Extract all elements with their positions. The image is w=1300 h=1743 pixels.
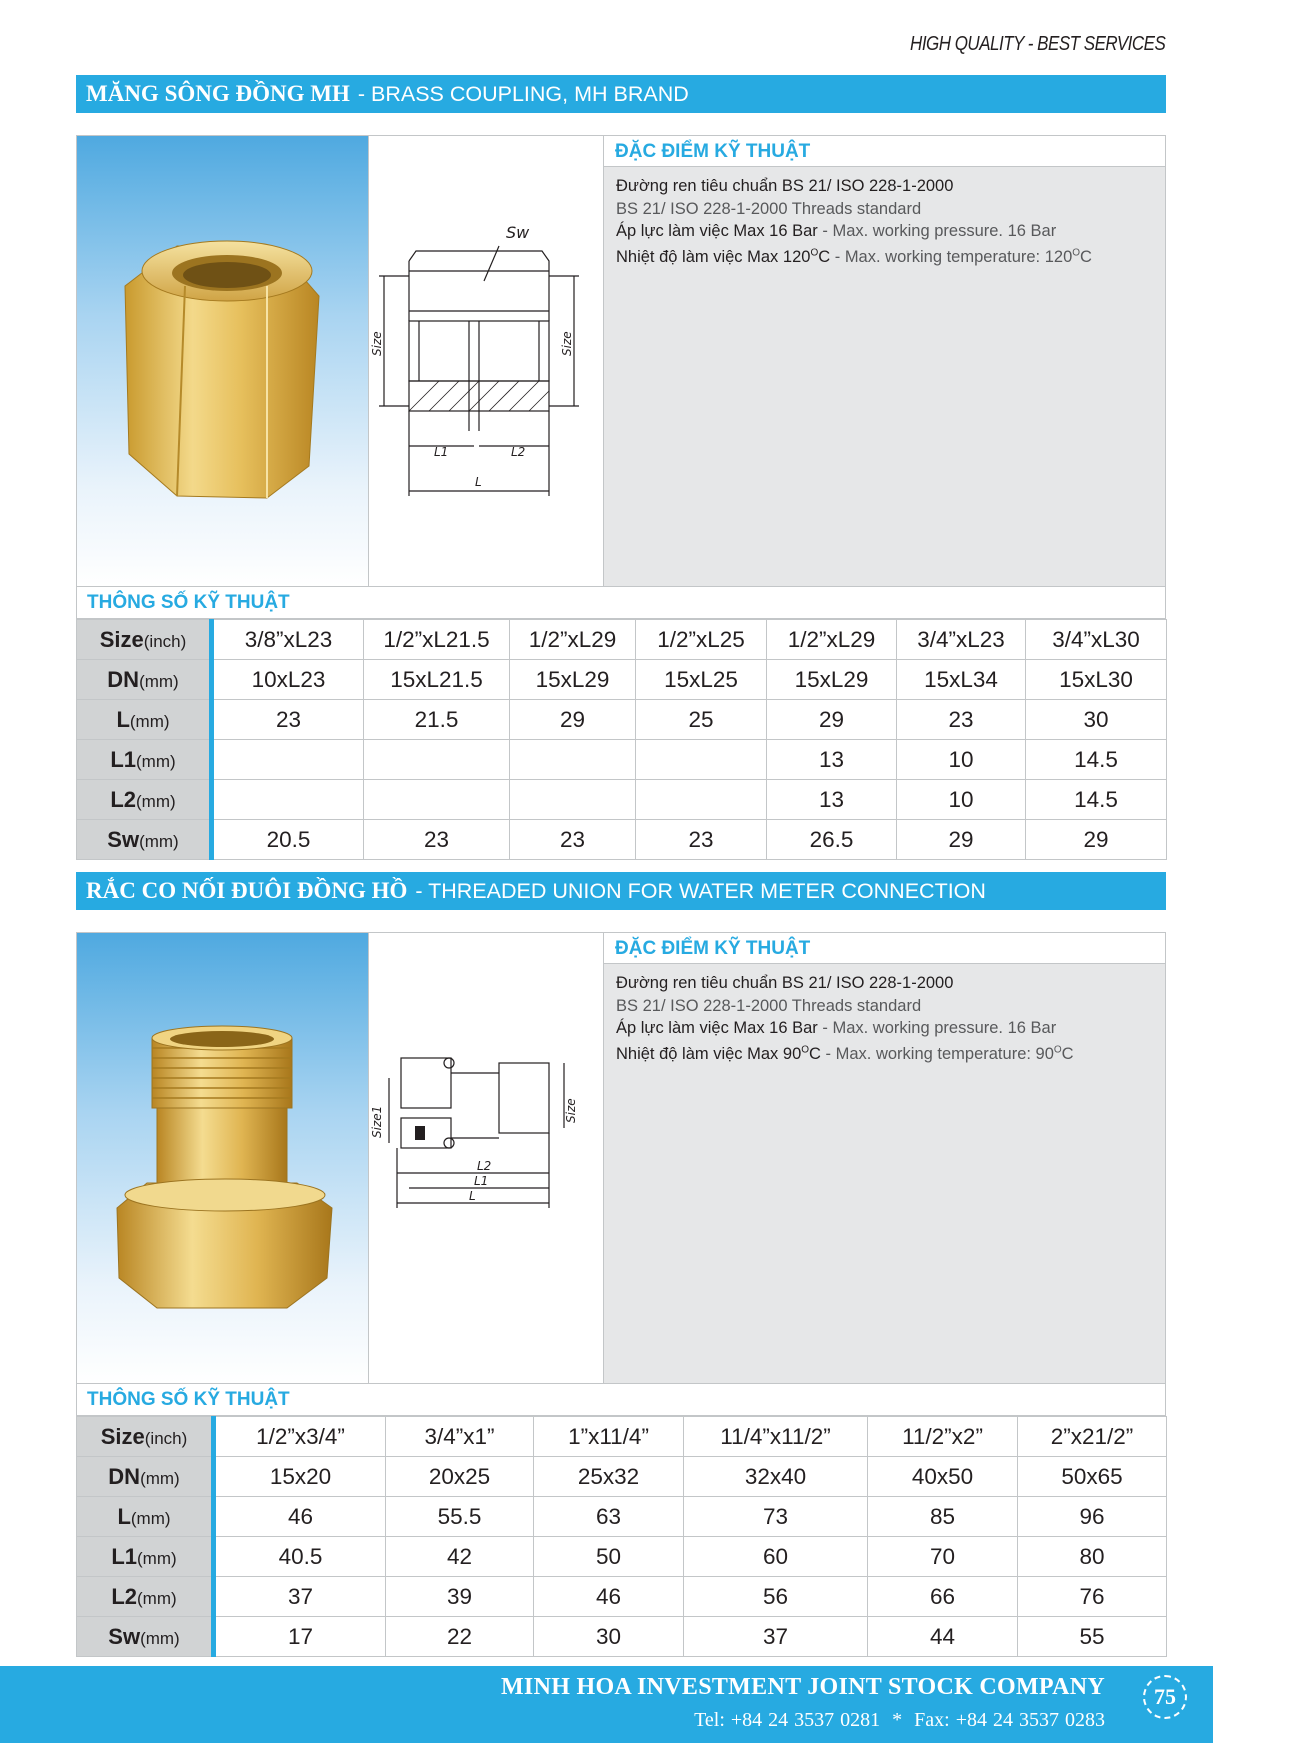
fax-number: Fax: +84 24 3537 0283 — [914, 1709, 1105, 1731]
table-cell: 10xL23 — [212, 660, 364, 700]
table-cell: 3/8”xL23 — [212, 620, 364, 660]
table-cell: 80 — [1018, 1537, 1167, 1577]
drawing-label-l1: L1 — [434, 445, 449, 459]
table-cell: 1/2”x3/4” — [214, 1417, 386, 1457]
table-cell — [636, 740, 767, 780]
table-cell: 14.5 — [1026, 780, 1167, 820]
product-panel — [76, 932, 1166, 1384]
contact-line: Tel: +84 24 3537 0281 * Fax: +84 24 3537 0283 — [694, 1709, 1105, 1731]
table-cell: 23 — [364, 820, 510, 860]
table-cell — [510, 740, 636, 780]
tagline: HIGH QUALITY - BEST SERVICES — [909, 33, 1165, 55]
table-cell: 40.5 — [214, 1537, 386, 1577]
table-cell: 37 — [214, 1577, 386, 1617]
spec-table — [76, 1416, 1167, 1657]
spec-temperature: Nhiệt độ làm việc Max $120^OC$ - Max. working temperature: $120^OC$ — [616, 247, 1092, 266]
table-cell: 1”x11/4” — [534, 1417, 684, 1457]
table-cell: 55 — [1018, 1617, 1167, 1657]
drawing-label-size: Size — [564, 1098, 578, 1123]
specs-panel — [604, 136, 1165, 586]
table-cell: 73 — [684, 1497, 868, 1537]
spec-table — [76, 619, 1167, 860]
drawing-label-l2: L2 — [511, 445, 526, 459]
section-title-bar — [76, 75, 1166, 113]
section-title-en: - BRASS COUPLING, MH BRAND — [357, 81, 689, 106]
table-row — [77, 1617, 1167, 1657]
table-row — [77, 1417, 1167, 1457]
drawing-label-l1: L1 — [474, 1174, 489, 1188]
technical-drawing — [369, 136, 604, 586]
table-row — [77, 1497, 1167, 1537]
table-cell: 15x20 — [214, 1457, 386, 1497]
section-title-bar — [76, 872, 1166, 910]
table-cell: 26.5 — [767, 820, 897, 860]
table-cell: 37 — [684, 1617, 868, 1657]
table-cell: 15xL21.5 — [364, 660, 510, 700]
table-title: THÔNG SỐ KỸ THUẬT — [76, 1384, 1166, 1416]
table-cell: 20.5 — [212, 820, 364, 860]
drawing-label-l: L — [469, 1189, 476, 1203]
table-cell: 15xL30 — [1026, 660, 1167, 700]
drawing-label-l: L — [475, 475, 482, 489]
table-cell: 85 — [868, 1497, 1018, 1537]
phone-number: Tel: +84 24 3537 0281 — [694, 1709, 881, 1731]
table-cell: 23 — [636, 820, 767, 860]
spec-temperature: Nhiệt độ làm việc Max $90^OC$ - Max. working temperature: $90^OC$ — [616, 1044, 1074, 1063]
specs-panel — [604, 933, 1165, 1383]
drawing-label-size-left: Size — [370, 331, 384, 356]
table-cell: 60 — [684, 1537, 868, 1577]
drawing-label-l2: L2 — [477, 1159, 492, 1173]
specs-heading: ĐẶC ĐIỂM KỸ THUẬT — [604, 136, 1165, 167]
spec-thread-standard-vn: Đường ren tiêu chuẩn BS 21/ ISO 228-1-2000 — [616, 177, 954, 195]
table-cell: 2”x21/2” — [1018, 1417, 1167, 1457]
company-name: MINH HOA INVESTMENT JOINT STOCK COMPANY — [500, 1674, 1105, 1700]
row-label: DN(mm) — [77, 660, 212, 700]
product-photo — [77, 136, 369, 586]
spec-thread-standard-vn: Đường ren tiêu chuẩn BS 21/ ISO 228-1-2000 — [616, 974, 954, 992]
row-label: L(mm) — [77, 1497, 214, 1537]
table-cell: 96 — [1018, 1497, 1167, 1537]
row-label: Size(inch) — [77, 620, 212, 660]
table-cell: 50 — [534, 1537, 684, 1577]
table-cell — [364, 740, 510, 780]
table-cell: 29 — [1026, 820, 1167, 860]
table-cell: 1/2”xL29 — [510, 620, 636, 660]
table-cell: 66 — [868, 1577, 1018, 1617]
table-cell: 70 — [868, 1537, 1018, 1577]
table-cell: 76 — [1018, 1577, 1167, 1617]
row-label: DN(mm) — [77, 1457, 214, 1497]
table-row — [77, 740, 1167, 780]
table-cell: 50x65 — [1018, 1457, 1167, 1497]
section-title-vn: MĂNG SÔNG ĐỒNG MH — [86, 81, 350, 106]
table-row — [77, 1537, 1167, 1577]
footer — [0, 1666, 1213, 1743]
table-cell: 39 — [386, 1577, 534, 1617]
table-cell: 44 — [868, 1617, 1018, 1657]
table-cell — [364, 780, 510, 820]
row-label: L1(mm) — [77, 1537, 214, 1577]
table-cell: 20x25 — [386, 1457, 534, 1497]
table-cell — [212, 780, 364, 820]
table-cell: 17 — [214, 1617, 386, 1657]
table-cell: 23 — [510, 820, 636, 860]
table-cell: 3/4”xL30 — [1026, 620, 1167, 660]
table-cell: 46 — [534, 1577, 684, 1617]
table-cell: 1/2”xL29 — [767, 620, 897, 660]
row-label: L(mm) — [77, 700, 212, 740]
table-row — [77, 620, 1167, 660]
table-cell: 3/4”x1” — [386, 1417, 534, 1457]
section-title-vn: RẮC CO NỐI ĐUÔI ĐỒNG HỒ — [86, 878, 408, 903]
table-cell: 42 — [386, 1537, 534, 1577]
table-cell: 63 — [534, 1497, 684, 1537]
table-cell: 15xL25 — [636, 660, 767, 700]
table-row — [77, 700, 1167, 740]
table-cell — [510, 780, 636, 820]
technical-drawing — [369, 933, 604, 1383]
table-cell: 30 — [1026, 700, 1167, 740]
table-cell: 25 — [636, 700, 767, 740]
table-cell: 10 — [897, 780, 1026, 820]
table-cell: 13 — [767, 780, 897, 820]
table-row — [77, 660, 1167, 700]
row-label: Size(inch) — [77, 1417, 214, 1457]
table-cell: 32x40 — [684, 1457, 868, 1497]
table-cell: 25x32 — [534, 1457, 684, 1497]
table-cell: 11/2”x2” — [868, 1417, 1018, 1457]
page-number: 75 — [1143, 1675, 1187, 1719]
section-title-en: - THREADED UNION FOR WATER METER CONNECTION — [415, 878, 986, 903]
table-cell: 14.5 — [1026, 740, 1167, 780]
table-cell: 15xL34 — [897, 660, 1026, 700]
table-cell: 1/2”xL25 — [636, 620, 767, 660]
table-cell: 29 — [897, 820, 1026, 860]
table-cell: 21.5 — [364, 700, 510, 740]
table-cell — [212, 740, 364, 780]
table-cell: 10 — [897, 740, 1026, 780]
table-cell: 29 — [510, 700, 636, 740]
product-panel — [76, 135, 1166, 587]
spec-pressure: Áp lực làm việc Max 16 Bar - Max. working pressure. 16 Bar — [616, 222, 1057, 240]
drawing-label-size1: Size1 — [370, 1105, 384, 1138]
row-label: L2(mm) — [77, 1577, 214, 1617]
table-cell: 15xL29 — [510, 660, 636, 700]
table-title: THÔNG SỐ KỸ THUẬT — [76, 587, 1166, 619]
table-row — [77, 1577, 1167, 1617]
table-cell: 56 — [684, 1577, 868, 1617]
spec-pressure: Áp lực làm việc Max 16 Bar - Max. working pressure. 16 Bar — [616, 1019, 1057, 1037]
table-cell: 23 — [212, 700, 364, 740]
table-cell: 23 — [897, 700, 1026, 740]
table-row — [77, 1457, 1167, 1497]
row-label: Sw(mm) — [77, 820, 212, 860]
table-cell: 30 — [534, 1617, 684, 1657]
spec-thread-standard-en: BS 21/ ISO 228-1-2000 Threads standard — [616, 996, 922, 1015]
row-label: L2(mm) — [77, 780, 212, 820]
table-cell: 1/2”xL21.5 — [364, 620, 510, 660]
table-cell: 22 — [386, 1617, 534, 1657]
spec-thread-standard-en: BS 21/ ISO 228-1-2000 Threads standard — [616, 199, 922, 218]
row-label: Sw(mm) — [77, 1617, 214, 1657]
table-cell: 11/4”x11/2” — [684, 1417, 868, 1457]
table-cell: 13 — [767, 740, 897, 780]
table-cell: 55.5 — [386, 1497, 534, 1537]
table-cell: 46 — [214, 1497, 386, 1537]
drawing-label-size-right: Size — [560, 331, 574, 356]
table-cell — [636, 780, 767, 820]
table-cell: 29 — [767, 700, 897, 740]
specs-heading: ĐẶC ĐIỂM KỸ THUẬT — [604, 933, 1165, 964]
product-photo — [77, 933, 369, 1383]
table-row — [77, 820, 1167, 860]
row-label: L1(mm) — [77, 740, 212, 780]
table-cell: 40x50 — [868, 1457, 1018, 1497]
table-cell: 3/4”xL23 — [897, 620, 1026, 660]
table-cell: 15xL29 — [767, 660, 897, 700]
drawing-label-sw: Sw — [506, 223, 530, 242]
table-row — [77, 780, 1167, 820]
